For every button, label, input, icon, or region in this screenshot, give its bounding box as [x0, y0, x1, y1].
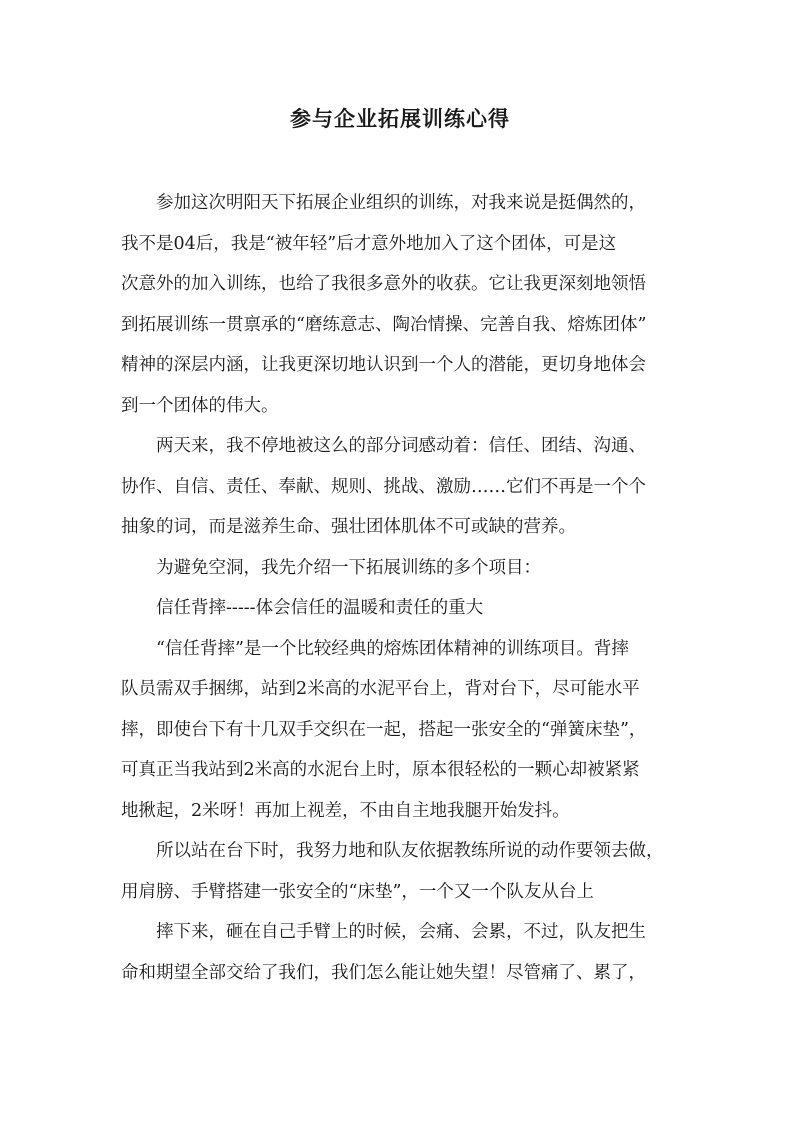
text-line: 用肩膀、手臂搭建一张安全的“床垫”，一个又一个队友从台上 [121, 881, 594, 902]
text-line: “信任背摔”是一个比较经典的熔炼团体精神的训练项目。背摔 [156, 638, 629, 659]
text-line: 精神的深层内涵，让我更深切地认识到一个人的潜能，更切身地体会 [121, 355, 646, 375]
text-line: 次意外的加入训练，也给了我很多意外的收获。它让我更深刻地领悟 [121, 274, 646, 294]
text-line: 信任背摔-----体会信任的温暖和责任的重大 [156, 598, 484, 618]
text-line: 我不是04后，我是“被年轻”后才意外地加入了这个团体，可是这 [121, 233, 617, 254]
document-body [121, 183, 693, 993]
text-line: 到一个团体的伟大。 [121, 395, 279, 416]
text-line: 所以站在台下时，我努力地和队友依据教练所说的动作要领去做， [156, 841, 664, 861]
text-line: 地揪起，2米呀！再加上视差，不由自主地我腿开始发抖。 [121, 800, 570, 821]
text-line: 队员需双手捆绑，站到2米高的水泥平台上，背对台下，尽可能水平 [121, 679, 640, 699]
text-line: 为避免空洞，我先介绍一下拓展训练的多个项目： [156, 557, 541, 578]
text-line: 到拓展训练一贯禀承的“磨练意志、陶冶情操、完善自我、熔炼团体” [121, 314, 647, 335]
text-line: 命和期望全部交给了我们，我们怎么能让她失望！尽管痛了、累了， [121, 962, 646, 983]
text-line: 抽象的词，而是滋养生命、强壮团体肌体不可或缺的营养。 [121, 517, 576, 537]
text-line: 两天来，我不停地被这么的部分词感动着：信任、团结、沟通、 [156, 436, 646, 456]
text-line: 协作、自信、责任、奉献、规则、挑战、激励……它们不再是一个个 [121, 476, 646, 497]
text-line: 参加这次明阳天下拓展企业组织的训练，对我来说是挺偶然的， [156, 193, 646, 213]
text-line: 摔，即使台下有十几双手交织在一起，搭起一张安全的“弹簧床垫”， [121, 719, 647, 740]
text-line: 摔下来，砸在自己手臂上的时候，会痛、会累，不过，队友把生 [156, 922, 646, 942]
document-title: 参与企业拓展训练心得 [290, 106, 510, 131]
text-line: 可真正当我站到2米高的水泥台上时，原本很轻松的一颗心却被紧紧 [121, 760, 640, 780]
